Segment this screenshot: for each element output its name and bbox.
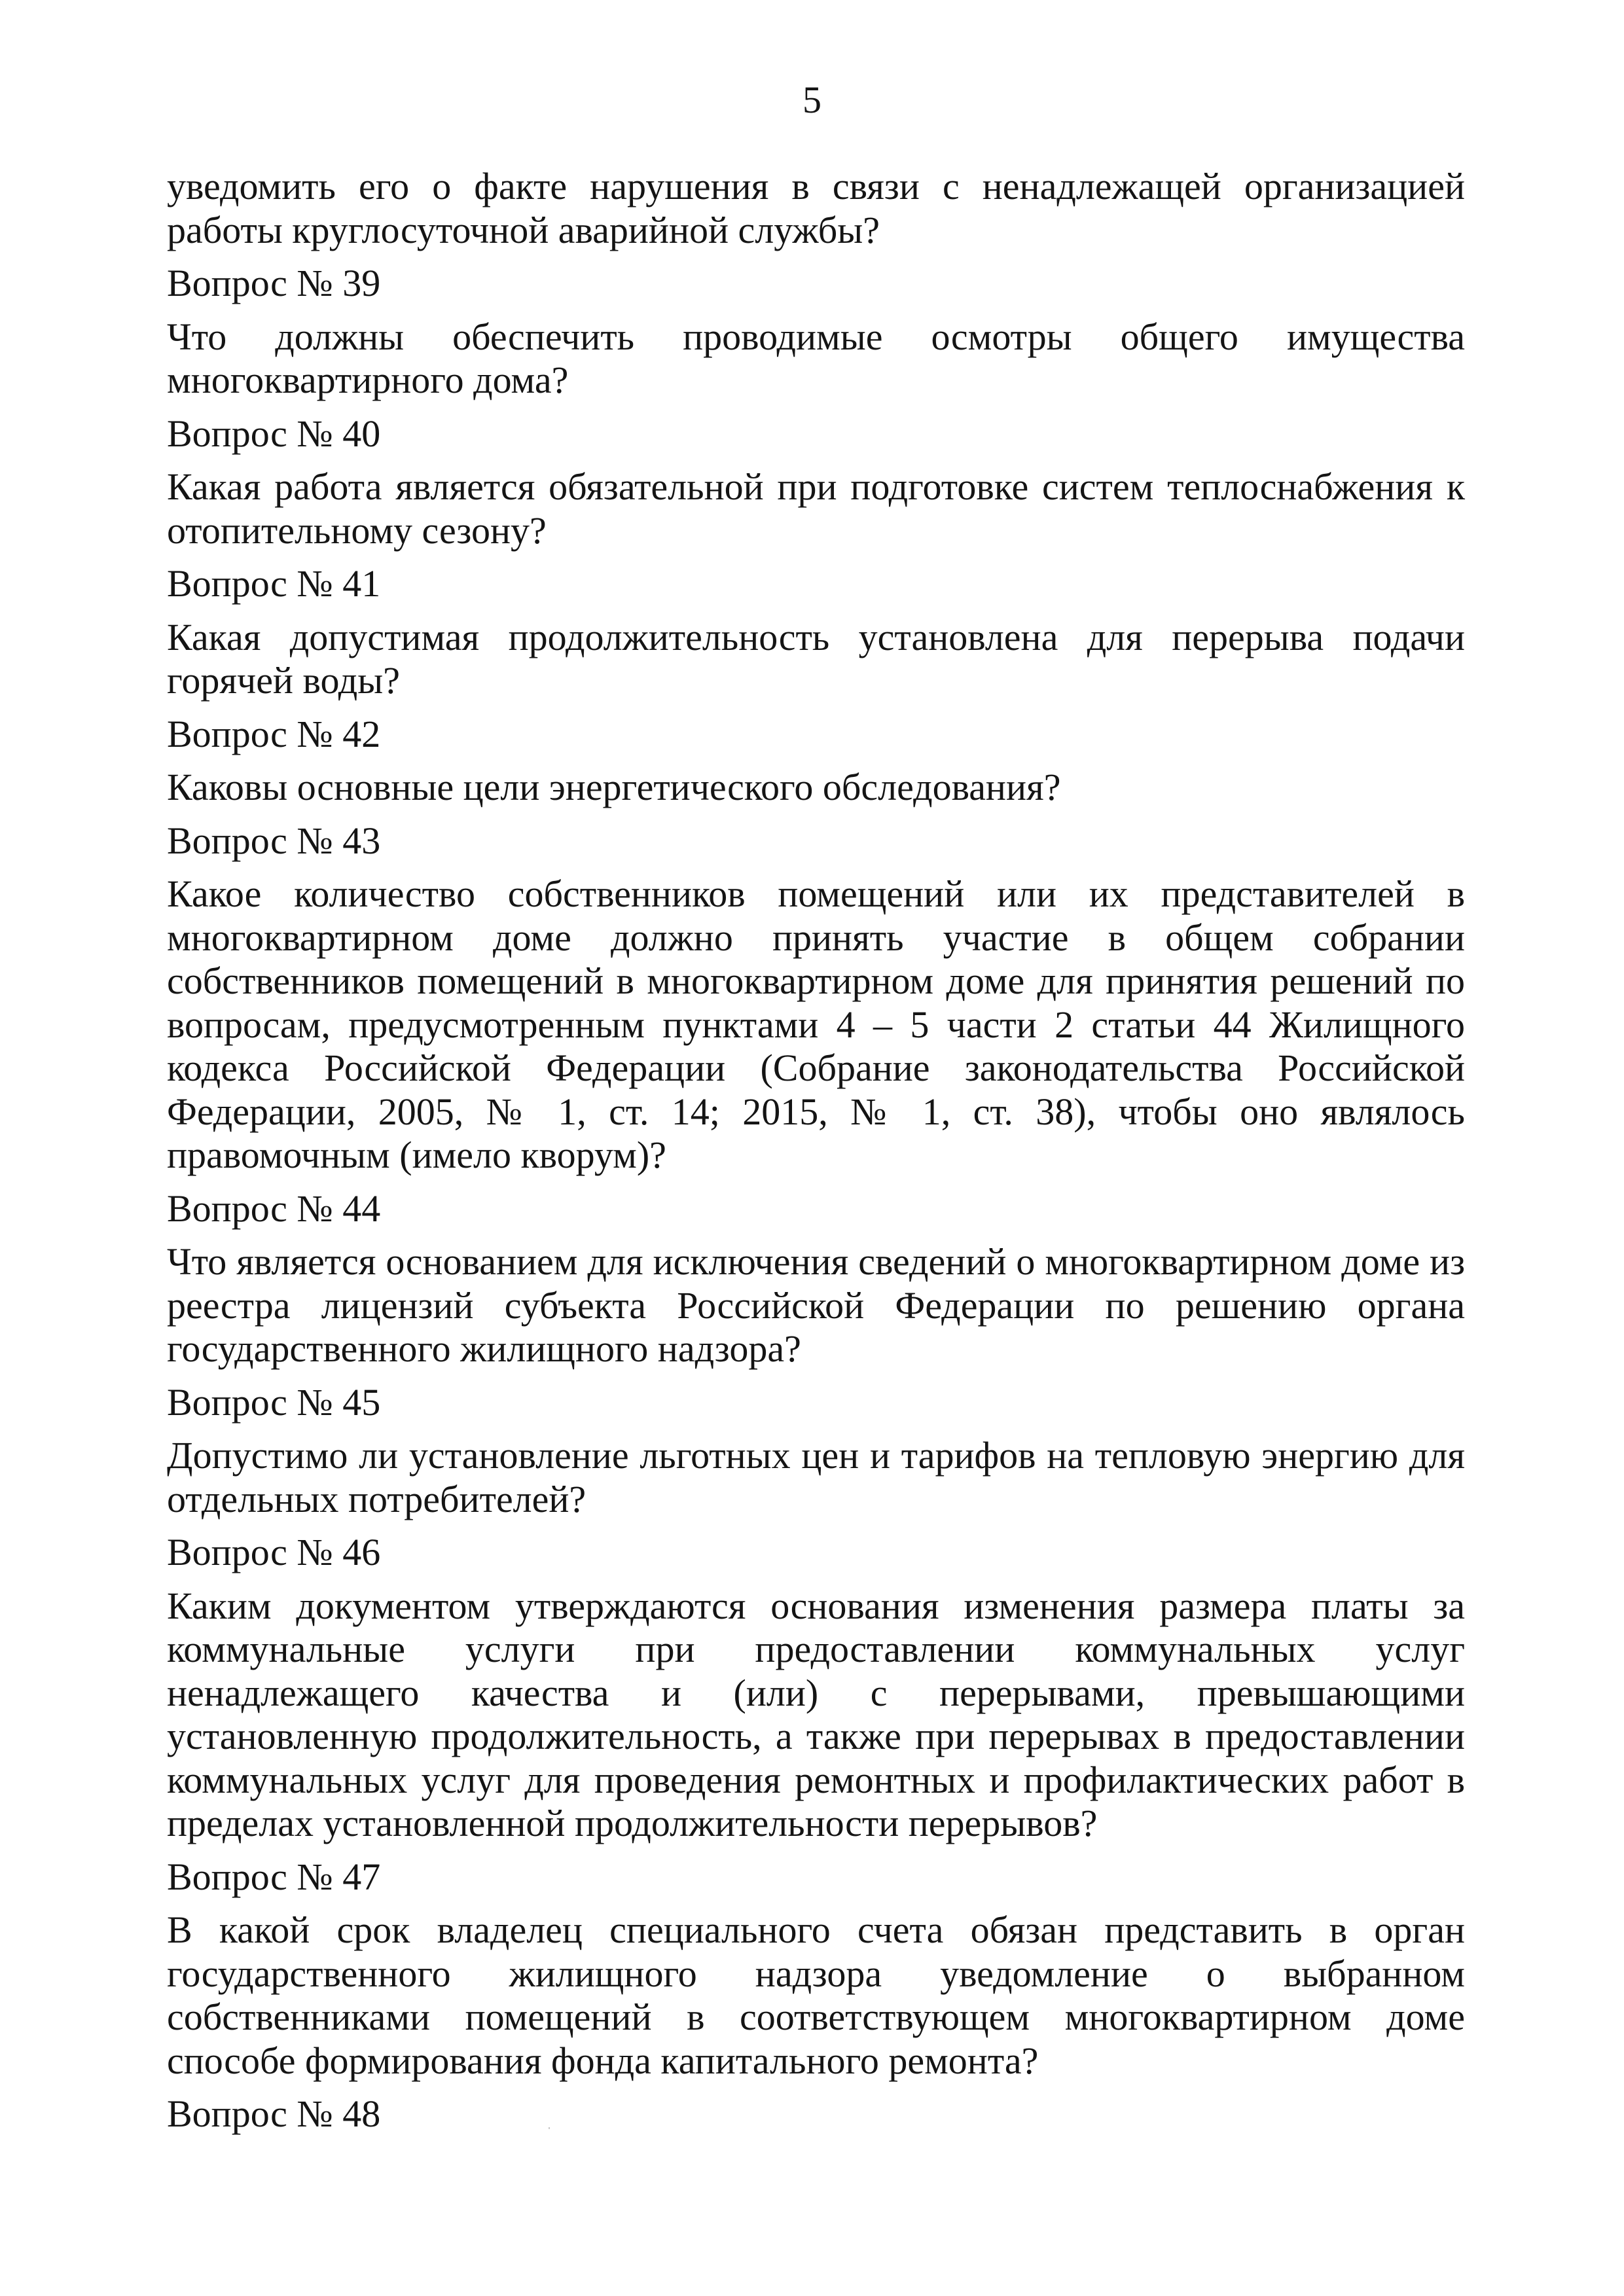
question-text: Что является основанием для исключения сведений о многоквартирном доме из реестра лицензий субъекта Российской Федерации по решению органа государственного жилищного надзора? <box>167 1240 1465 1370</box>
question-text: Что должны обеспечить проводимые осмотры общего имущества многоквартирного дома? <box>167 315 1465 401</box>
question-text: В какой срок владелец специального счета обязан представить в орган государственного жилищного надзора уведомление о выбранном собственниками помещений в соответствующем многоквартирном доме способе формирования фонда капитального ремонта? <box>167 1909 1465 2082</box>
question-text: Каким документом утверждаются основания изменения размера платы за коммунальные услуги при предоставлении коммунальных услуг ненадлежащего качества и (или) с перерывами, превышающими установленную продолжительность, а также при перерывах в предоставлении коммунальных услуг для проведения ремонтных и профилактических работ в пределах установленной продолжительности перерывов? <box>167 1584 1465 1844</box>
scan-speck <box>549 2127 550 2129</box>
question-text: Какая работа является обязательной при подготовке систем теплоснабжения к отопительному сезону? <box>167 465 1465 552</box>
question-heading: Вопрос № 48 <box>167 2092 381 2135</box>
question-heading: Вопрос № 41 <box>167 562 381 605</box>
question-heading: Вопрос № 43 <box>167 819 381 862</box>
question-heading: Вопрос № 42 <box>167 712 381 755</box>
question-heading: Вопрос № 44 <box>167 1187 381 1230</box>
question-text: Какая допустимая продолжительность установлена для перерыва подачи горячей воды? <box>167 615 1465 702</box>
question-text: Каковы основные цели энергетического обследования? <box>167 766 1061 808</box>
question-text: уведомить его о факте нарушения в связи с ненадлежащей организацией работы круглосуточной аварийной службы? <box>167 165 1465 251</box>
question-heading: Вопрос № 39 <box>167 262 381 304</box>
question-heading: Вопрос № 40 <box>167 412 381 455</box>
question-text: Допустимо ли установление льготных цен и тарифов на тепловую энергию для отдельных потребителей? <box>167 1434 1465 1520</box>
question-heading: Вопрос № 45 <box>167 1380 381 1424</box>
question-text: Какое количество собственников помещений или их представителей в многоквартирном доме должно принять участие в общем собрании собственников помещений в многоквартирном доме для принятия решений по вопросам, предусмотренным пунктами 4 – 5 части 2 статьи 44 Жилищного кодекса Российской Федерации (Собрание законодательства Российской Федерации, 2005, № 1, ст. 14; 2015, № 1, ст. 38), чтобы оно являлось правомочным (имело кворум)? <box>167 872 1465 1176</box>
question-heading: Вопрос № 46 <box>167 1531 381 1573</box>
question-heading: Вопрос № 47 <box>167 1855 381 1898</box>
page-number: 5 <box>803 79 821 121</box>
document-body <box>167 165 1465 2136</box>
